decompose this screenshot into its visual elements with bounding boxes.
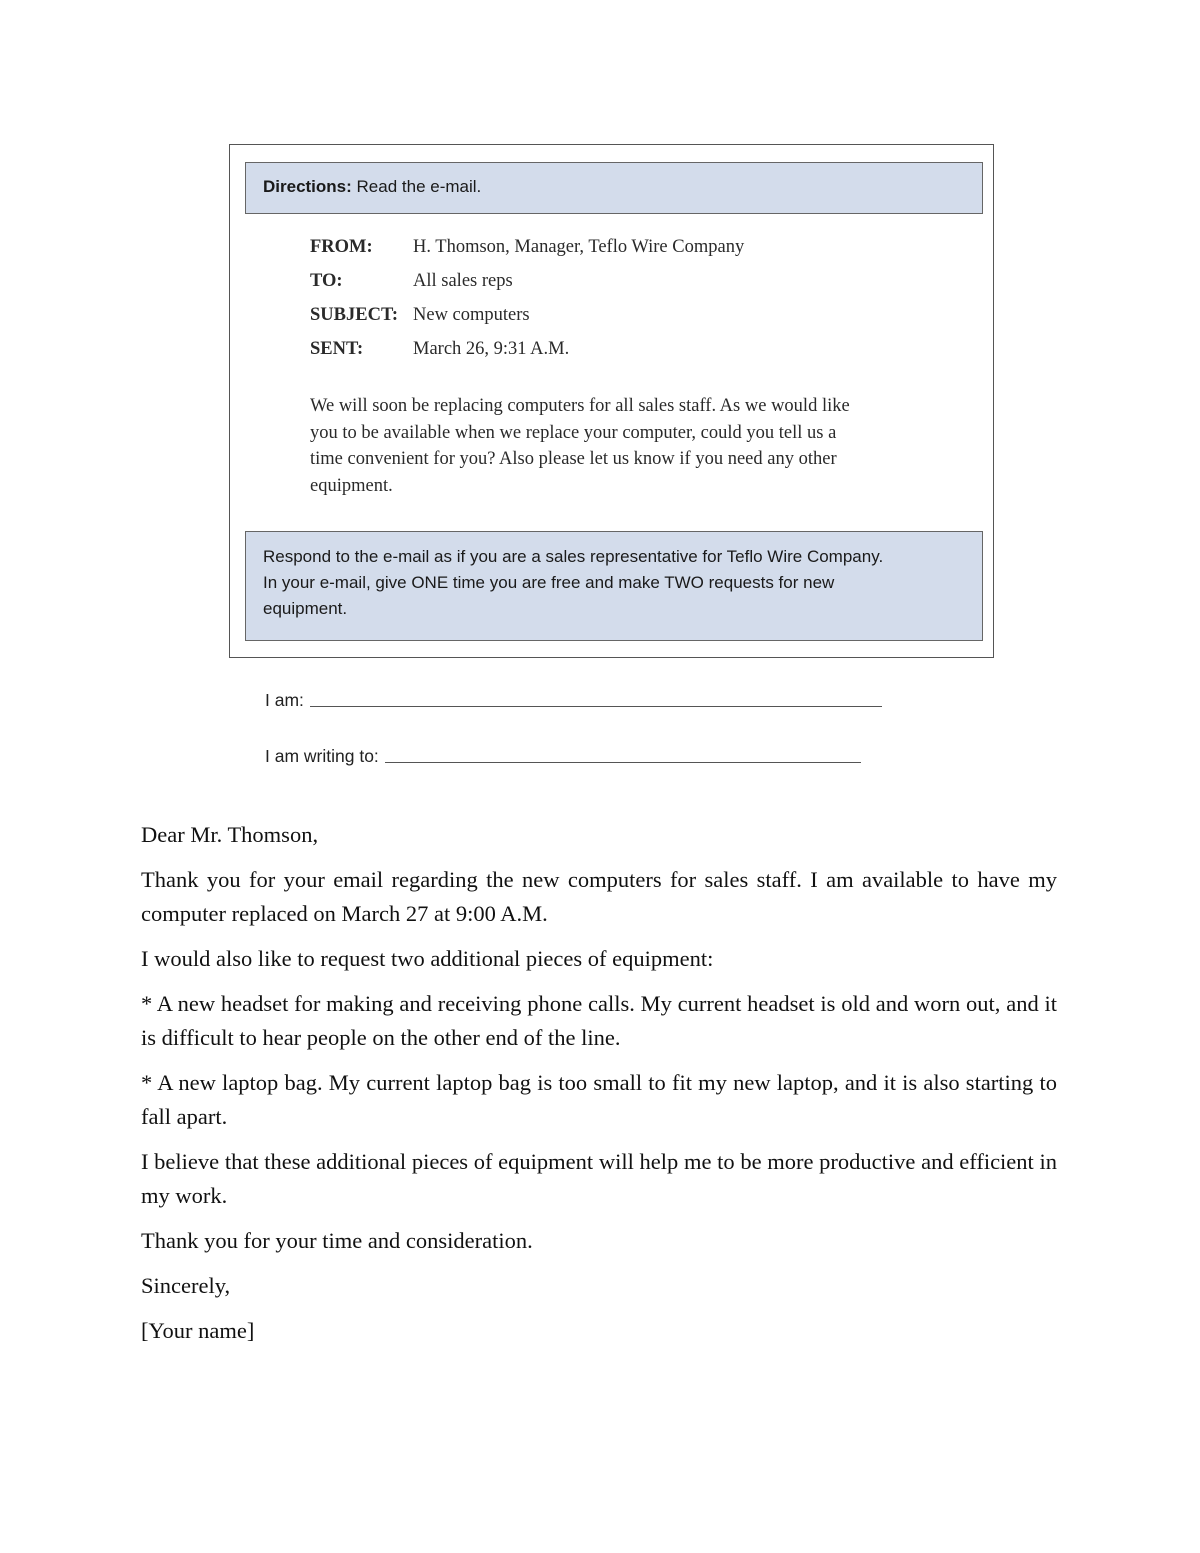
writing-to-blank[interactable] (385, 761, 861, 763)
header-label: SENT: (310, 339, 364, 359)
i-am-label: I am: (265, 690, 304, 710)
header-label: FROM: (310, 237, 373, 257)
letter-paragraph: * A new headset for making and receiving phone calls. My current headset is old and worn out, and it is difficult to hear people on the other end of the line. (141, 991, 1057, 1050)
message-line: time convenient for you? Also please let us know if you need any other (310, 449, 837, 469)
header-label: SUBJECT: (310, 305, 399, 325)
letter-body (141, 818, 1057, 1359)
header-row-to (310, 271, 744, 305)
header-value: March 26, 9:31 A.M. (413, 339, 570, 359)
letter-paragraph: I believe that these additional pieces of equipment will help me to be more productive and efficient in my work. (141, 1149, 1057, 1208)
message-line: equipment. (310, 475, 393, 496)
writing-to-label: I am writing to: (265, 746, 379, 766)
directions-text: Read the e-mail. (356, 177, 482, 196)
i-am-blank[interactable] (310, 705, 882, 707)
respond-line: Respond to the e-mail as if you are a sales representative for Teflo Wire Company. (263, 547, 884, 566)
letter-closing: Sincerely, (141, 1273, 231, 1298)
letter-signature: [Your name] (141, 1318, 255, 1343)
email-headers (310, 237, 744, 373)
i-am-field (265, 690, 882, 711)
message-line: you to be available when we replace your computer, could you tell us a (310, 422, 837, 443)
email-message (310, 393, 970, 499)
header-row-subject (310, 305, 744, 339)
writing-to-field (265, 746, 861, 767)
header-value: New computers (413, 305, 530, 325)
letter-paragraph: Thank you for your email regarding the new computers for sales staff. I am available to have my computer replaced on March 27 at 9:00 A.M. (141, 867, 1057, 926)
respond-line: equipment. (263, 599, 348, 618)
letter-paragraph: I would also like to request two additional pieces of equipment: (141, 946, 714, 971)
directions-bar (245, 162, 983, 214)
message-line: We will soon be replacing computers for all sales staff. As we would like (310, 396, 850, 416)
header-row-sent (310, 339, 744, 373)
respond-line: In your e-mail, give ONE time you are free and make TWO requests for new (263, 573, 835, 592)
header-value: All sales reps (413, 271, 513, 291)
respond-instructions (245, 531, 983, 641)
header-value: H. Thomson, Manager, Teflo Wire Company (413, 237, 745, 257)
task-box (229, 144, 994, 658)
directions-label: Directions: (263, 177, 352, 196)
letter-paragraph: * A new laptop bag. My current laptop bag is too small to fit my new laptop, and it is also starting to fall apart. (141, 1070, 1057, 1129)
letter-greeting: Dear Mr. Thomson, (141, 822, 319, 847)
letter-paragraph: Thank you for your time and consideration. (141, 1228, 533, 1253)
header-label: TO: (310, 271, 343, 291)
header-row-from (310, 237, 744, 271)
